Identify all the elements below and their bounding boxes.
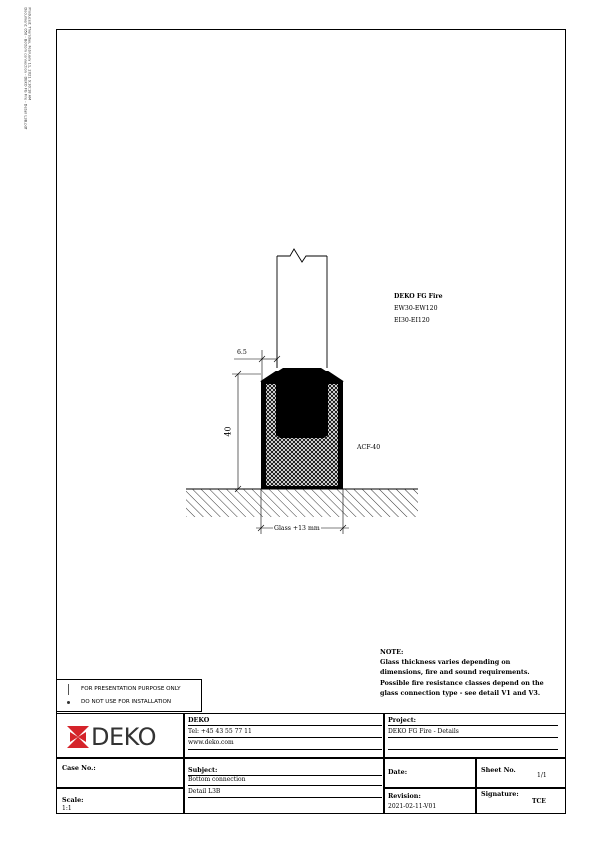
revision-label: Revision: bbox=[388, 792, 421, 800]
date-label: Date: bbox=[388, 768, 408, 776]
note-title: NOTE: bbox=[380, 648, 404, 656]
case-no-label: Case No.: bbox=[62, 764, 96, 772]
acf-profile bbox=[261, 368, 343, 489]
signature-cell bbox=[476, 788, 566, 814]
signature-value: TCE bbox=[532, 798, 546, 805]
case-no-cell bbox=[56, 758, 184, 788]
sheet-no-label: Sheet No. bbox=[481, 766, 516, 774]
info-bar-icon bbox=[68, 684, 69, 695]
note-block bbox=[380, 647, 560, 698]
subject-cell bbox=[184, 758, 384, 814]
note-line-3: Possible fire resistance classes depend on the bbox=[380, 678, 544, 687]
floor-hatch bbox=[186, 489, 418, 517]
note-line-2: dimensions, fire and sound requirements. bbox=[380, 668, 530, 677]
sheet-no-cell bbox=[476, 758, 566, 788]
production-stamp-text: Produced: Thursday, February 11, 2021 9:30:18 AM Document: 050 - Bottom connection - DEKO FG Fire - Detail L3B.pdf bbox=[23, 7, 32, 130]
date-cell bbox=[384, 758, 476, 788]
disclaimer-line-1: FOR PRESENTATION PURPOSE ONLY bbox=[81, 686, 181, 692]
info-dot-icon bbox=[67, 701, 70, 704]
signature-label: Signature: bbox=[481, 790, 519, 798]
deko-logo-text: DEKO bbox=[91, 723, 156, 751]
project-label: Project: bbox=[388, 716, 417, 724]
project-cell bbox=[384, 713, 566, 758]
revision-cell bbox=[384, 788, 476, 814]
company-tel: Tel: +45 43 55 77 11 bbox=[188, 728, 252, 735]
note-line-1: Glass thickness varies depending on bbox=[380, 658, 511, 667]
note-line-4: glass connection type - see detail V1 and V3. bbox=[380, 688, 541, 697]
product-label-line1: DEKO FG Fire bbox=[394, 293, 443, 300]
disclaimer-line-2: DO NOT USE FOR INSTALLATION bbox=[81, 699, 172, 705]
glass-panel bbox=[277, 249, 327, 368]
subject-label: Subject: bbox=[188, 766, 218, 774]
dimension-height-label: 40 bbox=[223, 426, 233, 437]
glass-dimension-label: Glass +13 mm bbox=[274, 525, 320, 532]
company-cell bbox=[184, 713, 384, 758]
scale-cell bbox=[56, 788, 184, 814]
product-label-line2: EW30-EW120 bbox=[394, 305, 438, 312]
logo-cell bbox=[56, 713, 184, 758]
subject-value: Bottom connection bbox=[188, 776, 246, 783]
deko-logo-icon bbox=[67, 726, 89, 748]
sheet-no-value: 1/1 bbox=[537, 772, 547, 779]
profile-label: ACF-40 bbox=[357, 444, 381, 451]
disclaimer-box bbox=[56, 679, 202, 712]
scale-label: Scale: bbox=[62, 796, 84, 804]
project-value: DEKO FG Fire - Details bbox=[388, 728, 459, 735]
title-block bbox=[56, 713, 566, 814]
dimension-top-label: 6.5 bbox=[237, 349, 247, 356]
subject-detail: Detail L3B bbox=[188, 788, 221, 795]
scale-value: 1:1 bbox=[62, 805, 72, 812]
revision-value: 2021-02-11-V01 bbox=[388, 803, 437, 810]
product-label-line3: EI30-EI120 bbox=[394, 317, 430, 324]
company-web: www.deko.com bbox=[188, 739, 234, 746]
company-name: DEKO bbox=[188, 716, 210, 724]
